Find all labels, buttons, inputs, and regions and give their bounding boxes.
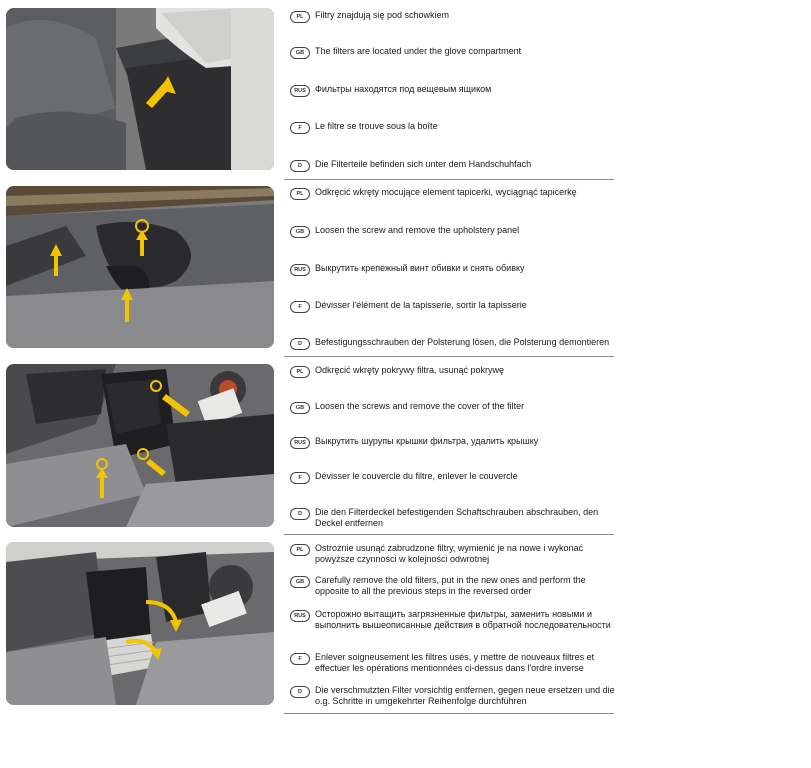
instruction-line [290,652,618,674]
instruction-line [290,187,618,200]
instruction-line [290,46,618,59]
instruction-text: Die verschmutzten Filter vorsichtig entfernen, gegen neue ersetzen und die o.g. Schritte in umgekehrter Reihenfolge durchführen [315,685,615,706]
instruction-text: Выкрутить крепежный винт обивки и снять обивку [315,263,525,273]
instruction-text: Enlever soigneusement les filtres usés, y mettre de nouveaux filtres et effectuer les opérations mentionnées ci-dessus dans l'ordre inverse [315,652,595,673]
instruction-text: Dévisser l'élément de la tapisserie, sortir la tapisserie [315,300,527,310]
instruction-line [290,575,618,597]
lang-badge: PL [290,544,310,556]
lang-badge: PL [290,11,310,23]
step-1-photo [6,8,274,170]
lang-badge: D [290,338,310,350]
arrow-icon [54,254,58,276]
instruction-text: Loosen the screw and remove the upholstery panel [315,225,520,235]
instruction-text: Ostrożnie usunąć zabrudzone filtry, wymienić je na nowe i wykonać powyższe czynności w kolejności odwrotnej [315,543,583,564]
instruction-line [290,436,618,449]
step-3-photo [6,364,274,527]
lang-badge: D [290,508,310,520]
step-2-photo [6,186,274,348]
instruction-text: Odkręcić wkręty mocujące element tapicerki, wyciągnąć tapicerkę [315,187,577,197]
step-1 [6,8,618,178]
step-3 [6,364,618,534]
lang-badge: RUS [290,610,310,622]
lang-badge: PL [290,366,310,378]
step-2 [6,186,618,351]
instruction-text: Befestigungsschrauben der Polsterung lösen, die Polsterung demontieren [315,337,610,347]
instruction-text: Carefully remove the old filters, put in the new ones and perform the opposite to all the previous steps in the reversed order [315,575,586,596]
lang-badge: GB [290,47,310,59]
instruction-line [290,609,618,631]
instruction-line [290,263,618,276]
lang-badge: RUS [290,85,310,97]
divider [284,534,614,535]
lang-badge: GB [290,402,310,414]
instruction-line [290,365,618,378]
instruction-line [290,543,618,565]
instruction-text: Die den Filterdeckel befestigenden Schaftschrauben abschrauben, den Deckel entfernen [315,507,599,528]
instruction-text: Осторожно вытащить загрязненные фильтры, заменить новыми и выполнить вышеописанные действия в обратной последовательности [315,609,611,630]
instruction-line [290,10,618,23]
lang-badge: D [290,160,310,172]
instruction-text: Die Filterteile befinden sich unter dem Handschuhfach [315,159,532,169]
instruction-text: Выкрутить шурупы крышки фильтра, удалить крышку [315,436,539,446]
lang-badge: F [290,653,310,665]
arrow-icon [125,298,129,322]
instruction-text: Le filtre se trouve sous la boîte [315,121,438,131]
instruction-line [290,471,618,484]
lang-badge: F [290,301,310,313]
step-4-photo [6,542,274,705]
instruction-line [290,401,618,414]
lang-badge: RUS [290,437,310,449]
instruction-text: Фильтры находятся под вещевым ящиком [315,84,492,94]
lang-badge: GB [290,226,310,238]
instruction-text: The filters are located under the glove compartment [315,46,522,56]
lang-badge: F [290,122,310,134]
instruction-line [290,685,618,707]
instruction-line [290,84,618,97]
instruction-text: Filtry znajdują się pod schowkiem [315,10,450,20]
lang-badge: D [290,686,310,698]
instruction-line [290,121,618,134]
lang-badge: F [290,472,310,484]
instruction-line [290,507,618,529]
instruction-line [290,300,618,313]
instruction-text: Odkręcić wkręty pokrywy filtra, usunąć pokrywę [315,365,505,375]
instruction-text: Loosen the screws and remove the cover of the filter [315,401,525,411]
lang-badge: RUS [290,264,310,276]
divider [284,179,614,180]
instruction-text: Dévisser le couvercle du filtre, enlever le couvercle [315,471,518,481]
divider [284,356,614,357]
lang-badge: GB [290,576,310,588]
step-4 [6,542,618,714]
divider [284,713,614,714]
lang-badge: PL [290,188,310,200]
instruction-line [290,159,618,172]
instruction-line [290,337,618,350]
instruction-line [290,225,618,238]
